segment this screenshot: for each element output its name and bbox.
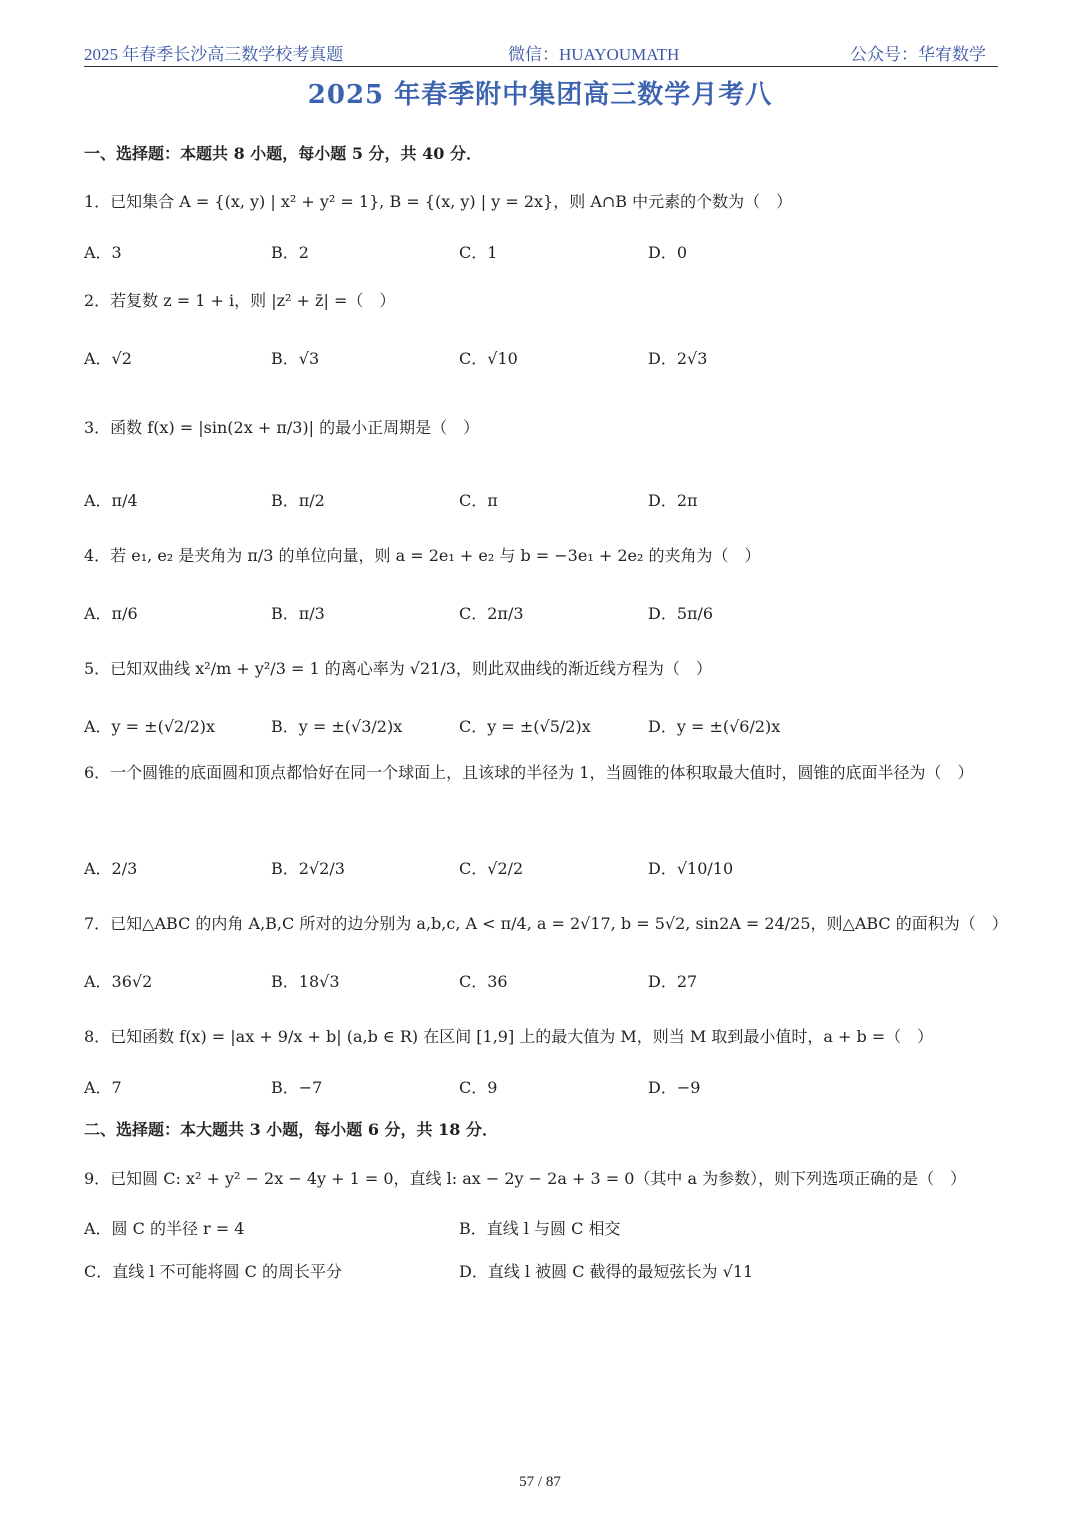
q5-option-d: D．y = ±(√6/2)x <box>648 717 781 736</box>
q1-option-c: C．1 <box>459 243 498 262</box>
q2-option-c: C．√10 <box>459 349 518 368</box>
q3-option-a: A．π/4 <box>84 491 138 510</box>
question-5: 5．已知双曲线 x²/m + y²/3 = 1 的离心率为 √21/3，则此双曲线的渐近线方程为（ ） <box>84 659 712 678</box>
q6-option-c: C．√2/2 <box>459 859 524 878</box>
q5-option-b: B．y = ±(√3/2)x <box>271 717 403 736</box>
header-right: 公众号：华宥数学 <box>850 45 986 64</box>
q6-option-b: B．2√2/3 <box>271 859 345 878</box>
header-center: 微信：HUAYOUMATH <box>508 45 680 64</box>
q4-option-d: D．5π/6 <box>648 604 714 623</box>
q4-option-c: C．2π/3 <box>459 604 524 623</box>
q6-option-d: D．√10/10 <box>648 859 734 878</box>
page-number: 57 / 87 <box>519 1474 561 1490</box>
page-title: 2025 年春季附中集团高三数学月考八 <box>307 80 773 110</box>
q7-option-a: A．36√2 <box>84 972 153 991</box>
q9-option-b: B．直线 l 与圆 C 相交 <box>459 1219 621 1238</box>
q7-option-d: D．27 <box>648 972 698 991</box>
q9-option-d: D．直线 l 被圆 C 截得的最短弦长为 √11 <box>459 1262 754 1281</box>
q2-option-a: A．√2 <box>84 349 132 368</box>
q2-option-b: B．√3 <box>271 349 320 368</box>
q6-option-a: A．2/3 <box>84 859 138 878</box>
section-1-heading: 一、选择题：本题共 8 小题，每小题 5 分，共 40 分． <box>84 144 482 163</box>
q5-option-a: A．y = ±(√2/2)x <box>84 717 216 736</box>
q8-option-c: C．9 <box>459 1078 498 1097</box>
question-7: 7．已知△ABC 的内角 A,B,C 所对的边分别为 a,b,c, A < π/4, a = 2√17, b = 5√2, sin2A = 24/25，则△ABC 的面积为（ ） <box>84 914 1008 933</box>
question-1: 1．已知集合 A = {(x, y) | x² + y² = 1}, B = {(x, y) | y = 2x}，则 A∩B 中元素的个数为（ ） <box>84 192 793 211</box>
question-4: 4．若 e₁, e₂ 是夹角为 π/3 的单位向量，则 a = 2e₁ + e₂ 与 b = −3e₁ + 2e₂ 的夹角为（ ） <box>84 546 761 565</box>
q3-option-b: B．π/2 <box>271 491 325 510</box>
question-9: 9．已知圆 C: x² + y² − 2x − 4y + 1 = 0，直线 l: ax − 2y − 2a + 3 = 0（其中 a 为参数），则下列选项正确的是（ ） <box>84 1169 967 1188</box>
q1-option-a: A．3 <box>84 243 122 262</box>
question-3: 3．函数 f(x) = |sin(2x + π/3)| 的最小正周期是（ ） <box>84 418 480 437</box>
question-6: 6．一个圆锥的底面圆和顶点都恰好在同一个球面上，且该球的半径为 1，当圆锥的体积取最大值时，圆锥的底面半径为（ ） <box>84 763 974 782</box>
q9-option-c: C．直线 l 不可能将圆 C 的周长平分 <box>84 1262 342 1281</box>
q7-option-c: C．36 <box>459 972 508 991</box>
q8-option-b: B．−7 <box>271 1078 323 1097</box>
question-2: 2．若复数 z = 1 + i，则 |z² + z̄| =（ ） <box>84 291 396 310</box>
q7-option-b: B．18√3 <box>271 972 340 991</box>
q8-option-a: A．7 <box>84 1078 122 1097</box>
q4-option-a: A．π/6 <box>84 604 138 623</box>
q3-option-d: D．2π <box>648 491 698 510</box>
q2-option-d: D．2√3 <box>648 349 708 368</box>
q9-option-a: A．圆 C 的半径 r = 4 <box>84 1219 245 1238</box>
question-8: 8．已知函数 f(x) = |ax + 9/x + b| (a,b ∈ R) 在区间 [1,9] 上的最大值为 M，则当 M 取到最小值时，a + b =（ ） <box>84 1027 934 1046</box>
q1-option-d: D．0 <box>648 243 688 262</box>
header-left: 2025 年春季长沙高三数学校考真题 <box>84 45 344 64</box>
q5-option-c: C．y = ±(√5/2)x <box>459 717 591 736</box>
q3-option-c: C．π <box>459 491 498 510</box>
q8-option-d: D．−9 <box>648 1078 701 1097</box>
q4-option-b: B．π/3 <box>271 604 325 623</box>
section-2-heading: 二、选择题：本大题共 3 小题，每小题 6 分，共 18 分． <box>84 1120 498 1139</box>
page-header <box>84 38 998 67</box>
q1-option-b: B．2 <box>271 243 309 262</box>
